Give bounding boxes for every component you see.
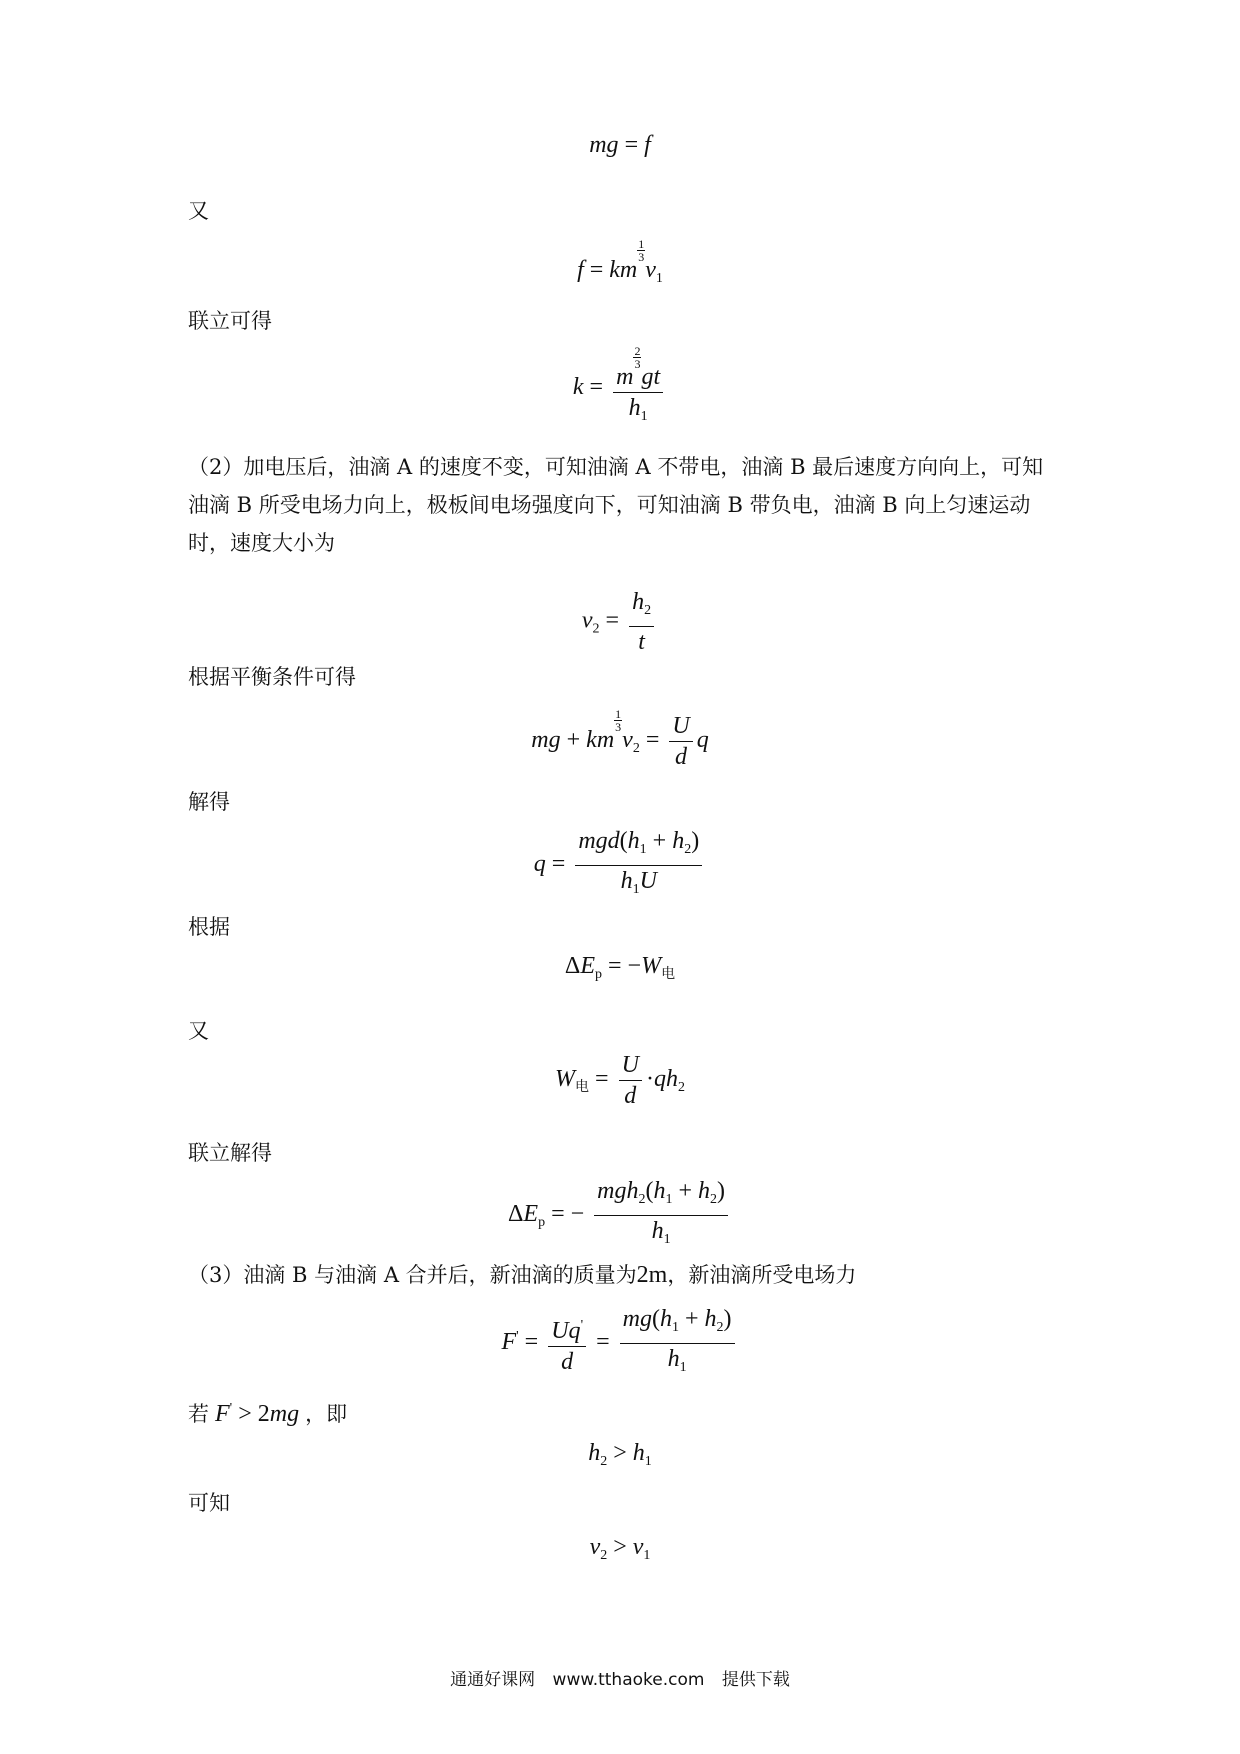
subscript-dian: 电 — [661, 967, 676, 982]
paragraph-pingheng: 根据平衡条件可得 — [188, 665, 356, 689]
part3-pre: （3）油滴 B 与油滴 A 合并后，新油滴的质量为 — [188, 1263, 637, 1287]
equation-delta-ep: $\Delta E_p = -W_电$ — [564, 953, 676, 982]
subscript-dian: 电 — [575, 1080, 590, 1096]
part3-mass: 2m — [636, 1262, 668, 1288]
ji-text: ，即 — [305, 1402, 348, 1426]
equation-v2-gt-v1: $v_2 > v_1$ — [589, 1534, 651, 1563]
paragraph-part3 — [188, 1256, 1058, 1294]
equation-drag-force: f = km $\frac{1}{3}$ $v_1$ — [577, 237, 663, 286]
equation-f-prime: F' = $\frac{Uq'}{d}$ = $\frac{mg(h_1 + h_2)}{h_1}$ — [0, 1304, 1240, 1383]
paragraph-lianli-jiede: 联立解得 — [188, 1141, 272, 1165]
footer-site: 通通好课网 — [450, 1670, 536, 1690]
ruo-text: 若 — [188, 1402, 209, 1426]
equation-balance: mg + km $\frac{1}{3}$ $v_2$ = $\frac{U}{d}$ q — [531, 707, 709, 770]
page-footer — [0, 1665, 1240, 1690]
equation-h2-gt-h1: $h_2 > h_1$ — [588, 1440, 652, 1469]
equation-w-electric: $W_电$ = $\frac{U}{d}$ $\cdot qh_2$ — [555, 1052, 685, 1109]
equation-k: k = m $\frac{2}{3}$ gt $h_1$ — [0, 345, 1240, 432]
equation-v2: $v_2$ = $\frac{h_2}{t}$ — [0, 587, 1240, 657]
paragraph-ruo: 若 F' > 2mg ，即 — [188, 1401, 348, 1427]
paragraph-jiede: 解得 — [188, 790, 230, 814]
paragraph-kezhi: 可知 — [188, 1491, 230, 1515]
paragraph-you: 又 — [188, 199, 209, 223]
equation-delta-ep-result: $\Delta E_p$ = − $\frac{mgh_2(h_1 + h_2)}{h_1}$ — [0, 1176, 1240, 1255]
footer-url[interactable]: www.tthaoke.com — [552, 1670, 705, 1690]
paragraph-you-2: 又 — [188, 1019, 209, 1043]
part3-post: ，新油滴所受电场力 — [667, 1263, 857, 1287]
footer-tail: 提供下载 — [721, 1670, 790, 1690]
paragraph-part2: （2）加电压后，油滴 A 的速度不变，可知油滴 A 不带电，油滴 B 最后速度方向向上，可知油滴 B 所受电场力向上，极板间电场强度向下，可知油滴 B 带负电，油滴 B 向上匀速运动时，速度大小为 — [188, 455, 1044, 555]
paragraph-genju: 根据 — [188, 915, 230, 939]
paragraph-lianli-kede: 联立可得 — [188, 309, 272, 333]
equation-mg-equals-f: mg = f — [589, 132, 651, 158]
equation-q: q = $\frac{mgd(h_1 + h_2)}{h_1U}$ — [0, 826, 1240, 905]
